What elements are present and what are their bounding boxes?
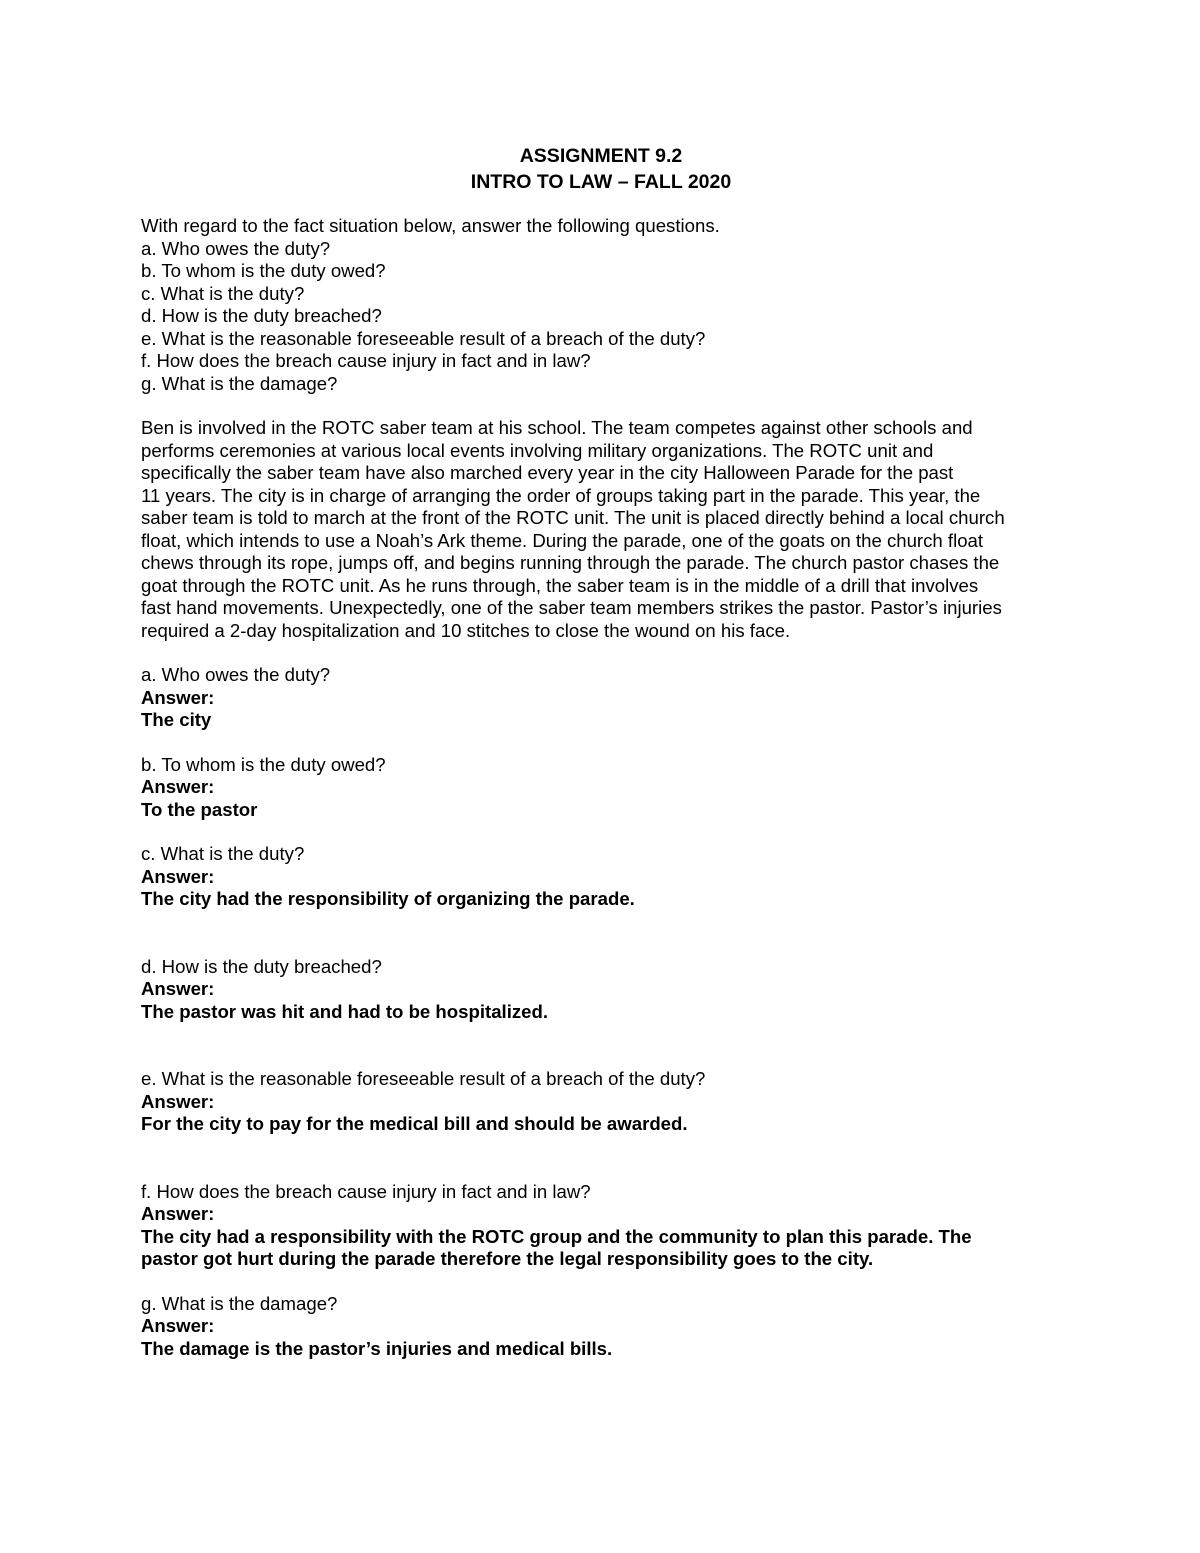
- answer-section-g: [141, 1293, 1061, 1361]
- document-page: [141, 143, 1061, 1360]
- question-text: a. Who owes the duty?: [141, 664, 331, 685]
- answer-text: The pastor was hit and had to be hospitalized.: [141, 1000, 549, 1022]
- answer-label: Answer:: [141, 776, 215, 797]
- fact-line: required a 2-day hospitalization and 10 stitches to close the wound on his face.: [141, 619, 791, 641]
- answer-label: Answer:: [141, 1315, 215, 1336]
- answer-section-c: [141, 843, 1061, 911]
- answer-text: For the city to pay for the medical bill and should be awarded.: [141, 1113, 688, 1134]
- answer-label: Answer:: [141, 686, 215, 708]
- fact-line: saber team is told to march at the front of the ROTC unit. The unit is placed directly behind a local church: [141, 507, 1005, 528]
- answer-text: The city: [141, 709, 212, 730]
- question-text: d. How is the duty breached?: [141, 955, 382, 977]
- question-text: g. What is the damage?: [141, 1292, 338, 1314]
- spacer: [141, 1136, 1061, 1181]
- question-text: f. How does the breach cause injury in fact and in law?: [141, 1180, 591, 1202]
- answer-text: To the pastor: [141, 798, 258, 820]
- answer-section-a: [141, 664, 1061, 732]
- answer-label: Answer:: [141, 1090, 215, 1112]
- question-list-item: c. What is the duty?: [141, 282, 305, 304]
- answer-section-e: [141, 1068, 1061, 1136]
- spacer: [141, 732, 1061, 754]
- answer-label: Answer:: [141, 978, 215, 999]
- answer-label: Answer:: [141, 865, 215, 887]
- fact-line: performs ceremonies at various local events involving military organizations. The ROTC unit and: [141, 439, 934, 461]
- question-text: b. To whom is the duty owed?: [141, 753, 386, 775]
- fact-line: chews through its rope, jumps off, and begins running through the parade. The church pastor chases the: [141, 552, 1000, 573]
- question-list-item: a. Who owes the duty?: [141, 237, 331, 259]
- question-list-item: b. To whom is the duty owed?: [141, 260, 386, 281]
- question-list-item: d. How is the duty breached?: [141, 305, 382, 326]
- question-text: e. What is the reasonable foreseeable result of a breach of the duty?: [141, 1068, 706, 1089]
- answer-text: The city had the responsibility of organizing the parade.: [141, 888, 635, 909]
- fact-line: Ben is involved in the ROTC saber team at his school. The team competes against other schools and: [141, 417, 973, 438]
- fact-line: goat through the ROTC unit. As he runs through, the saber team is in the middle of a drill that involves: [141, 574, 979, 596]
- answer-text: The damage is the pastor’s injuries and medical bills.: [141, 1337, 613, 1359]
- question-list-item: e. What is the reasonable foreseeable result of a breach of the duty?: [141, 327, 706, 349]
- answer-section-b: [141, 754, 1061, 822]
- fact-line: 11 years. The city is in charge of arranging the order of groups taking part in the parade. This year, the: [141, 484, 981, 506]
- answer-text: The city had a responsibility with the ROTC group and the community to plan this parade. The: [141, 1225, 972, 1247]
- answer-label: Answer:: [141, 1203, 215, 1224]
- spacer: [141, 911, 1061, 956]
- fact-line: fast hand movements. Unexpectedly, one of the saber team members strikes the pastor. Pastor’s injuries: [141, 597, 1002, 618]
- fact-line: specifically the saber team have also marched every year in the city Halloween Parade for the past: [141, 462, 954, 483]
- question-list-item: g. What is the damage?: [141, 372, 338, 394]
- spacer: [141, 1023, 1061, 1068]
- fact-situation: [141, 417, 1061, 642]
- answer-text: pastor got hurt during the parade therefore the legal responsibility goes to the city.: [141, 1248, 874, 1269]
- assignment-title: ASSIGNMENT 9.2: [519, 145, 683, 167]
- spacer: [141, 821, 1061, 843]
- answer-section-f: [141, 1181, 1061, 1271]
- spacer: [141, 1271, 1061, 1293]
- course-title: INTRO TO LAW – FALL 2020: [470, 171, 732, 193]
- question-list-item: f. How does the breach cause injury in fact and in law?: [141, 350, 591, 371]
- instructions-text: With regard to the fact situation below, answer the following questions.: [141, 215, 720, 236]
- answer-section-d: [141, 956, 1061, 1024]
- instructions: [141, 215, 1061, 395]
- title-block: [141, 143, 1061, 195]
- question-text: c. What is the duty?: [141, 843, 305, 864]
- fact-line: float, which intends to use a Noah’s Ark theme. During the parade, one of the goats on the church float: [141, 529, 984, 551]
